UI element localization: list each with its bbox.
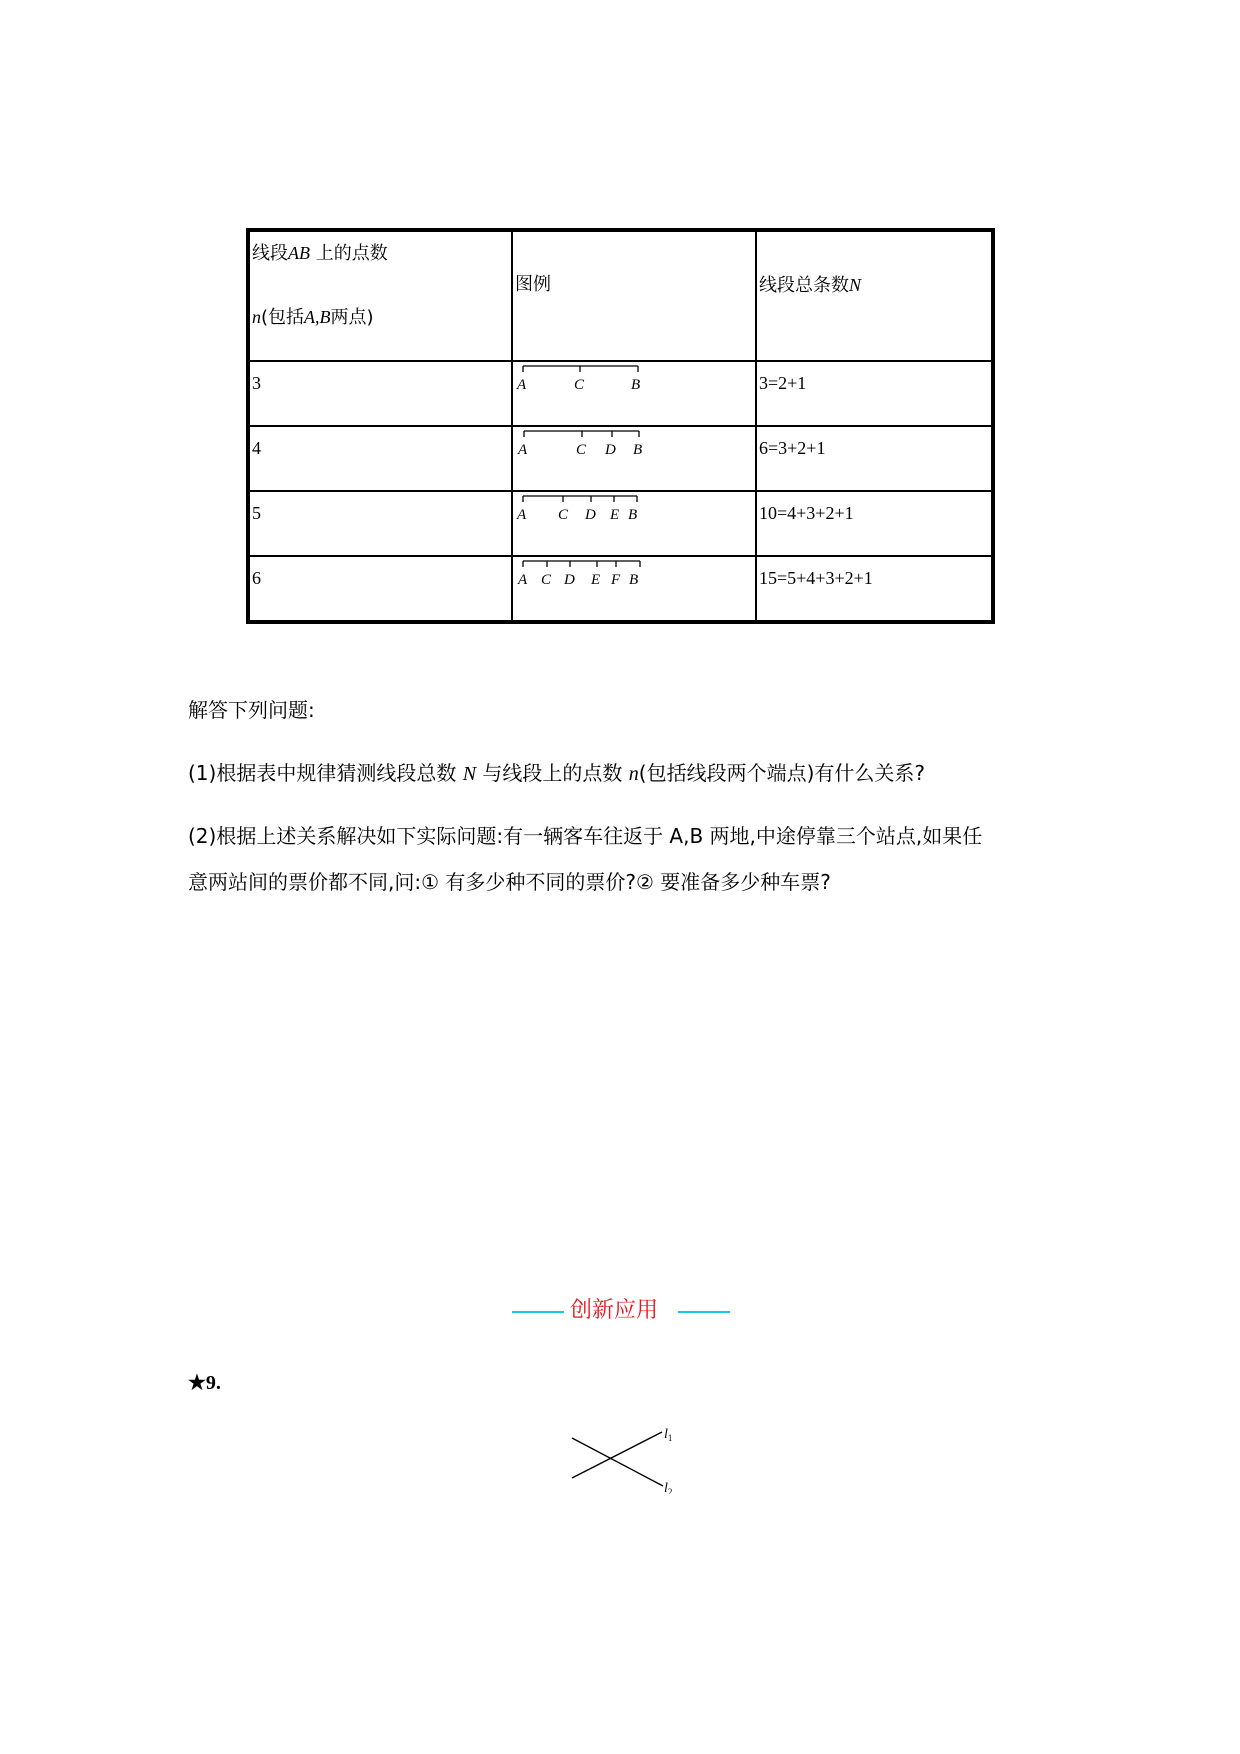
header-var: n: [252, 307, 261, 327]
total-cell: [756, 556, 993, 622]
total-value: 3=2+1: [759, 373, 807, 393]
segment-count-table: [246, 228, 995, 624]
header-text: (包括: [261, 307, 305, 328]
question-2-line-1: (2)根据上述关系解决如下实际问题:有一辆客车往返于 A,B 两地,中途停靠三个站点,如果任: [188, 824, 983, 848]
point-label: B: [628, 507, 638, 523]
line-l1: [572, 1432, 662, 1478]
problem-number: [188, 1370, 221, 1396]
header-var: AB: [288, 243, 310, 263]
points-value: 3: [252, 373, 261, 393]
intersecting-lines-figure: [560, 1418, 690, 1494]
label-l2: $l_2$: [664, 1481, 673, 1494]
point-label: D: [585, 507, 596, 523]
table-row: [248, 556, 993, 622]
total-cell: [756, 426, 993, 491]
question-text: (包括线段两个端点)有什么关系?: [638, 761, 925, 785]
points-cell: [248, 426, 512, 491]
point-label: B: [633, 442, 643, 458]
question-2-line-2: 意两站间的票价都不同,问:① 有多少种不同的票价?② 要准备多少种车票?: [188, 870, 831, 894]
section-heading: [512, 1296, 730, 1326]
total-cell: [756, 361, 993, 426]
point-label: C: [558, 507, 569, 523]
problem-number-text: ★9.: [188, 1372, 221, 1394]
points-cell: [248, 556, 512, 622]
total-value: 6=3+2+1: [759, 438, 826, 458]
point-label: A: [518, 572, 528, 588]
question-1: [188, 760, 925, 787]
point-label: B: [631, 377, 641, 393]
header-points-count: [248, 230, 512, 361]
heading-rule-right: [678, 1311, 730, 1313]
diagram-cell: [512, 426, 756, 491]
line-l2: [572, 1438, 663, 1486]
table-row: [248, 491, 993, 556]
question-var: N: [462, 763, 477, 785]
point-label: A: [517, 377, 527, 393]
total-value: 15=5+4+3+2+1: [759, 568, 873, 588]
diagram-cell: [512, 361, 756, 426]
header-diagram: [512, 230, 756, 361]
label-l1: $l_1$: [664, 1427, 673, 1443]
header-var: A,B: [304, 307, 331, 327]
points-cell: [248, 491, 512, 556]
points-value: 6: [252, 568, 261, 588]
point-label: A: [517, 507, 527, 523]
point-label: C: [541, 572, 552, 588]
point-label: E: [591, 572, 601, 588]
questions-intro: 解答下列问题:: [188, 698, 315, 722]
total-cell: [756, 491, 993, 556]
segment-diagram: [515, 492, 755, 532]
header-total: [756, 230, 993, 361]
table-row: [248, 361, 993, 426]
table-row: [248, 426, 993, 491]
point-label: C: [576, 442, 587, 458]
point-label: A: [518, 442, 528, 458]
point-label: F: [611, 572, 621, 588]
header-text: 上的点数: [315, 243, 388, 264]
point-label: C: [574, 377, 585, 393]
points-cell: [248, 361, 512, 426]
header-text: 线段总条数: [759, 275, 849, 296]
heading-rule-left: [512, 1311, 564, 1313]
question-text: (1)根据表中规律猜测线段总数: [188, 761, 457, 785]
header-var: N: [849, 275, 862, 295]
segment-diagram: [515, 362, 755, 402]
header-text: 两点): [330, 307, 374, 328]
table-header-row: [248, 230, 993, 361]
point-label: E: [610, 507, 620, 523]
diagram-cell: [512, 491, 756, 556]
header-text: 图例: [515, 274, 551, 295]
total-value: 10=4+3+2+1: [759, 503, 854, 523]
point-label: D: [605, 442, 616, 458]
point-label: B: [629, 572, 639, 588]
question-text: 与线段上的点数: [482, 761, 623, 785]
segment-diagram: [515, 427, 755, 467]
point-label: D: [564, 572, 575, 588]
diagram-cell: [512, 556, 756, 622]
question-var: n: [628, 763, 639, 785]
points-value: 5: [252, 503, 261, 523]
header-text: 线段: [252, 243, 288, 264]
points-value: 4: [252, 438, 261, 458]
segment-diagram: [515, 557, 755, 597]
section-title: 创新应用: [570, 1298, 659, 1323]
